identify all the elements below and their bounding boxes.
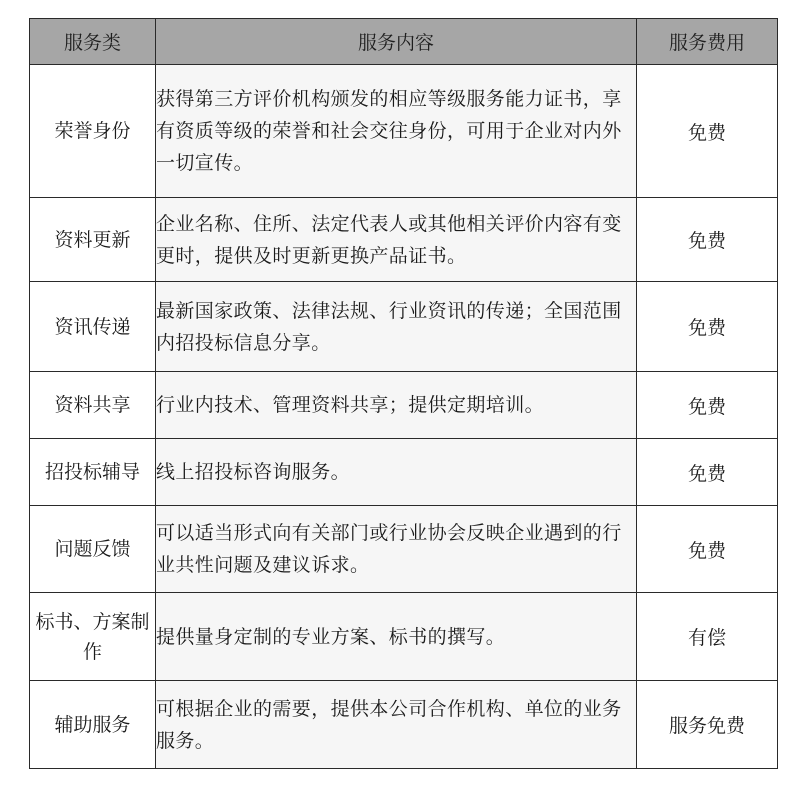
content-cell: 线上招投标咨询服务。 (156, 439, 637, 506)
table-row (30, 681, 778, 769)
category-cell: 荣誉身份 (30, 65, 156, 198)
fee-cell: 免费 (637, 282, 778, 372)
content-cell: 最新国家政策、法律法规、行业资讯的传递；全国范围内招投标信息分享。 (156, 282, 637, 372)
content-cell: 获得第三方评价机构颁发的相应等级服务能力证书，享有资质等级的荣誉和社会交往身份，可用于企业对内外一切宣传。 (156, 65, 637, 198)
table-row (30, 593, 778, 681)
content-cell: 行业内技术、管理资料共享；提供定期培训。 (156, 372, 637, 439)
table-row (30, 372, 778, 439)
category-cell: 辅助服务 (30, 681, 156, 769)
fee-cell: 免费 (637, 506, 778, 593)
category-cell: 标书、方案制作 (30, 593, 156, 681)
service-table (29, 18, 778, 769)
header-fee: 服务费用 (637, 19, 778, 65)
table-row (30, 198, 778, 282)
fee-cell: 免费 (637, 439, 778, 506)
fee-cell: 免费 (637, 198, 778, 282)
fee-cell: 服务免费 (637, 681, 778, 769)
content-cell: 提供量身定制的专业方案、标书的撰写。 (156, 593, 637, 681)
fee-cell: 免费 (637, 372, 778, 439)
category-cell: 资料更新 (30, 198, 156, 282)
table-row (30, 506, 778, 593)
fee-cell: 有偿 (637, 593, 778, 681)
fee-cell: 免费 (637, 65, 778, 198)
category-cell: 资料共享 (30, 372, 156, 439)
content-cell: 可以适当形式向有关部门或行业协会反映企业遇到的行业共性问题及建议诉求。 (156, 506, 637, 593)
category-cell: 招投标辅导 (30, 439, 156, 506)
category-cell: 问题反馈 (30, 506, 156, 593)
content-cell: 可根据企业的需要，提供本公司合作机构、单位的业务服务。 (156, 681, 637, 769)
table-header-row (30, 19, 778, 65)
content-cell: 企业名称、住所、法定代表人或其他相关评价内容有变更时，提供及时更新更换产品证书。 (156, 198, 637, 282)
table-row (30, 282, 778, 372)
header-category: 服务类 (30, 19, 156, 65)
header-content: 服务内容 (156, 19, 637, 65)
category-cell: 资讯传递 (30, 282, 156, 372)
table-row (30, 65, 778, 198)
table-row (30, 439, 778, 506)
